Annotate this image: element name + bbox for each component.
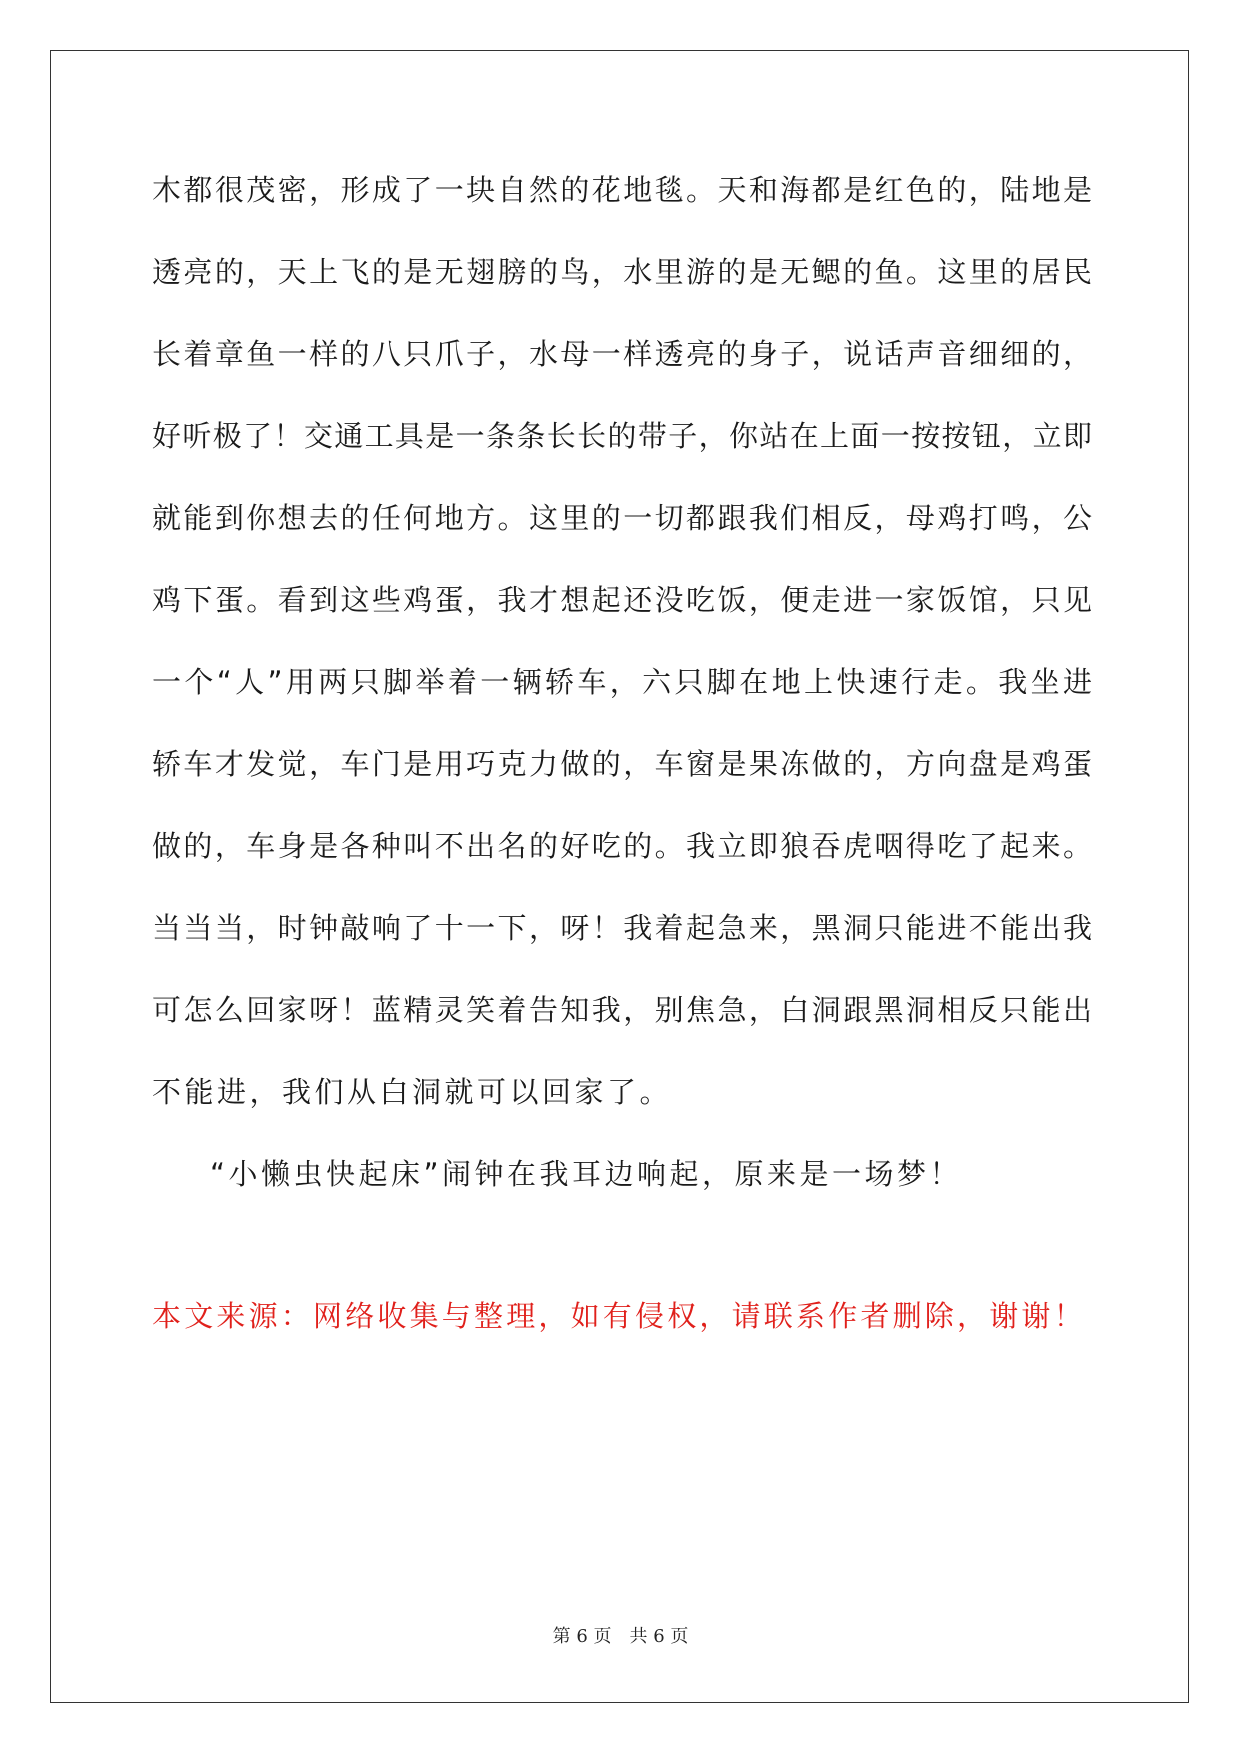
body-text-line: 木都很茂密，形成了一块自然的花地毯。天和海都是红色的，陆地是: [152, 173, 1092, 207]
body-text-line: 一个“人”用两只脚举着一辆轿车，六只脚在地上快速行走。我坐进: [152, 665, 1092, 699]
source-note: 本文来源：网络收集与整理，如有侵权，请联系作者删除，谢谢！: [152, 1299, 1086, 1333]
body-text-line: 透亮的，天上飞的是无翅膀的鸟，水里游的是无鳃的鱼。这里的居民: [152, 255, 1092, 289]
body-text-line: 轿车才发觉，车门是用巧克力做的，车窗是果冻做的，方向盘是鸡蛋: [152, 747, 1092, 781]
body-text-line: 好听极了！交通工具是一条条长长的带子，你站在上面一按按钮，立即: [152, 419, 1092, 453]
page-number-footer: 第 6 页 共 6 页: [552, 1626, 689, 1647]
body-text-line: 可怎么回家呀！蓝精灵笑着告知我，别焦急，白洞跟黑洞相反只能出: [152, 993, 1092, 1027]
body-text-line: 鸡下蛋。看到这些鸡蛋，我才想起还没吃饭，便走进一家饭馆，只见: [152, 583, 1092, 617]
body-text-line: 长着章鱼一样的八只爪子，水母一样透亮的身子，说话声音细细的，: [152, 337, 1092, 371]
body-text-line: 不能进，我们从白洞就可以回家了。: [152, 1075, 673, 1109]
body-text-line: 当当当，时钟敲响了十一下，呀！我着起急来，黑洞只能进不能出我: [152, 911, 1092, 945]
body-text-line: 就能到你想去的任何地方。这里的一切都跟我们相反，母鸡打鸣，公: [152, 501, 1092, 535]
page-border: [50, 50, 1189, 1703]
closing-paragraph: “小懒虫快起床”闹钟在我耳边响起，原来是一场梦！: [210, 1157, 963, 1191]
body-text-line: 做的，车身是各种叫不出名的好吃的。我立即狼吞虎咽得吃了起来。: [152, 829, 1092, 863]
